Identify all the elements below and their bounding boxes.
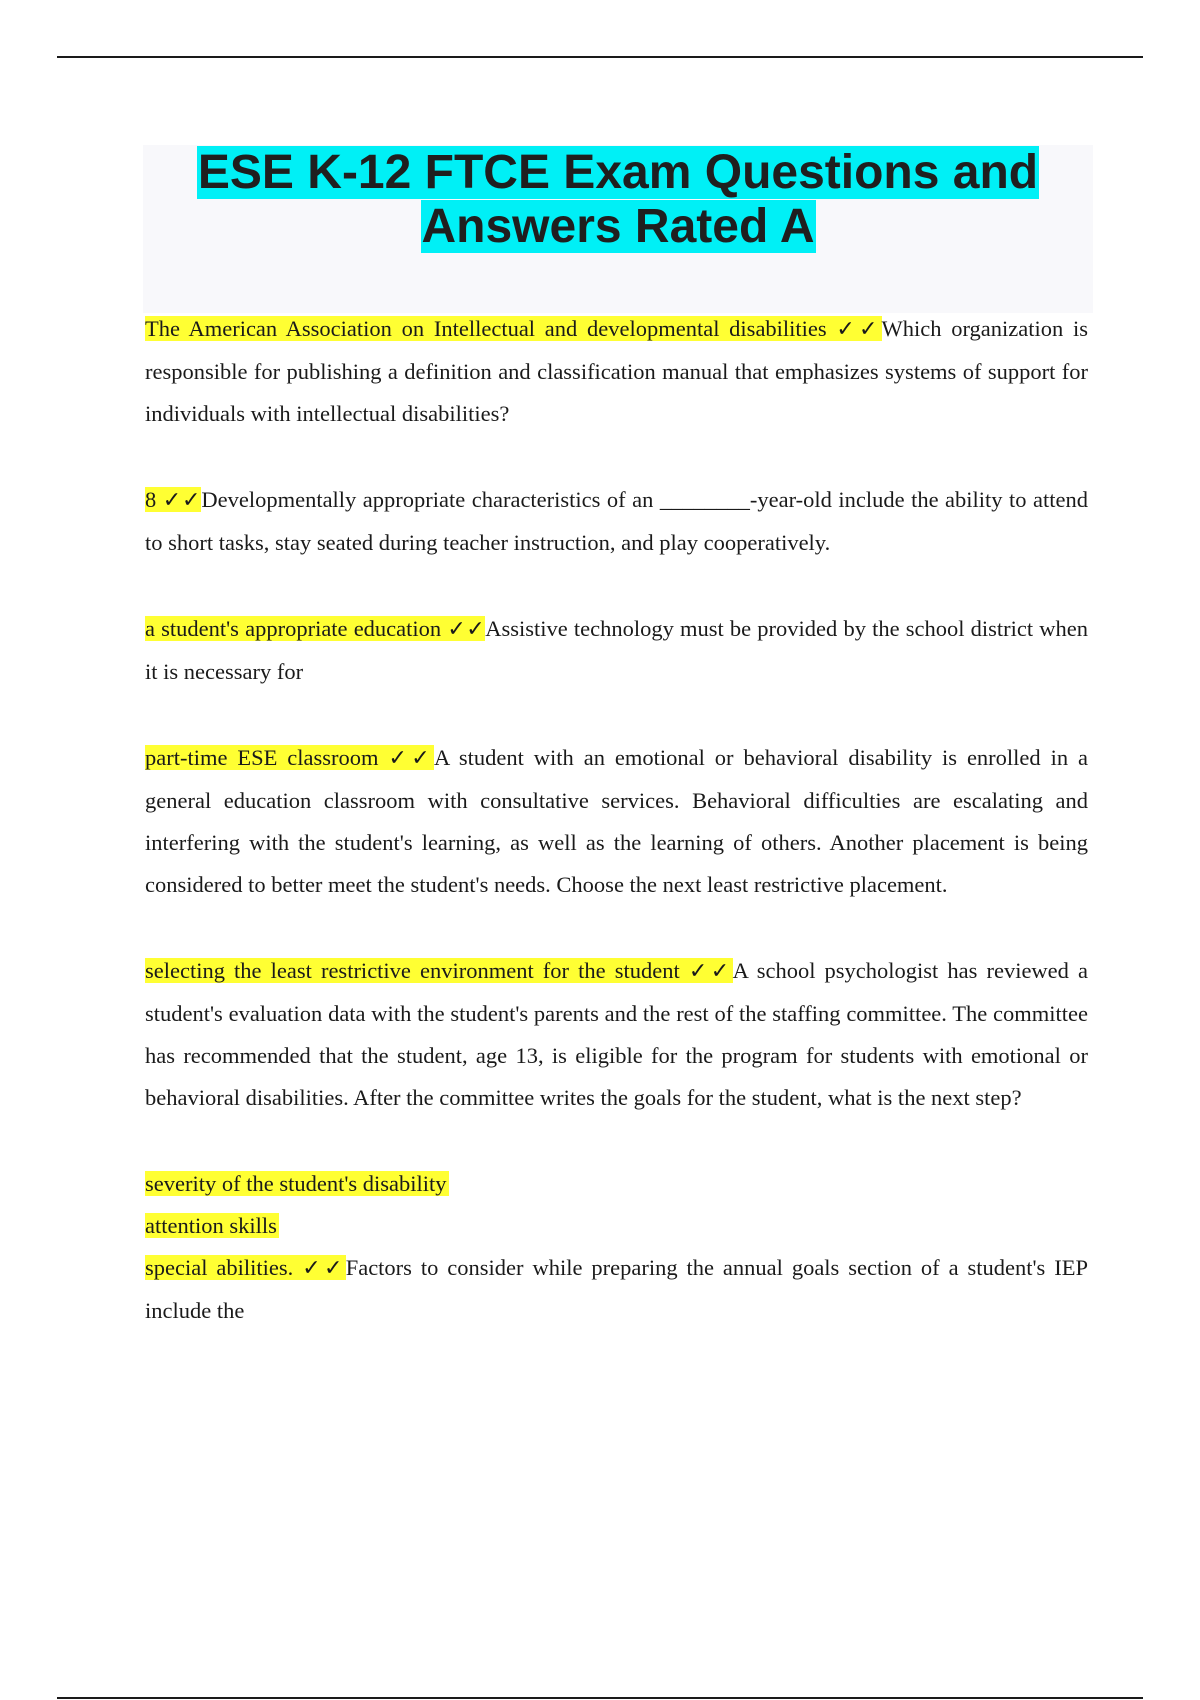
answer-highlight [145,316,882,341]
check-icon: ✓✓ [162,488,202,513]
footer-rule [57,1697,1143,1699]
question-text: A school psychologist has reviewed a student's evaluation data with the student's parents and the rest of the staffing committee. The committee has recommended that the student, age 13, is eligible for the program for students with emotional or behavioral disabilities. After the committee writes the goals for the student, what is the next step? [145,958,1088,1110]
question-text: Which organization is responsible for publishing a definition and classification manual that emphasizes systems of support for individuals with intellectual disabilities? [145,316,1088,426]
question-text: Assistive technology must be provided by the school district when it is necessary for [145,616,1089,684]
answer-text: part-time ESE classroom [145,745,379,770]
check-icon: ✓✓ [388,746,434,771]
question-text: Factors to consider while preparing the annual goals section of a student's IEP include the [145,1255,1088,1323]
answer-highlight [145,745,434,770]
header-rule [57,56,1143,58]
check-icon: ✓✓ [447,617,486,642]
qa-item-1 [145,308,1088,435]
check-icon: ✓✓ [836,317,882,342]
title-line-2: Answers Rated A [421,200,815,253]
page-title [143,146,1093,254]
question-text: Developmentally appropriate characteristics of an ________-year-old include the ability to attend to short tasks, stay seated during teacher instruction, and play cooperatively. [145,487,1089,555]
answer-highlight [145,616,485,641]
answer-text: selecting the least restrictive environment for the student [145,958,680,983]
title-line-1: ESE K-12 FTCE Exam Questions and [197,146,1039,199]
check-icon: ✓✓ [302,1256,346,1281]
answer-highlight [145,958,733,983]
answer-text: special abilities. [145,1255,294,1280]
qa-item-6 [145,1163,1088,1332]
question-text: A student with an emotional or behavioral disability is enrolled in a general education classroom with consultative services. Behavioral difficulties are escalating and interfering with the student's learning, as well as the learning of others. Another placement is being considered to better meet the student's needs. Choose the next least restrictive placement. [145,745,1088,897]
qa-content [145,308,1088,1376]
answer-line-1 [145,1163,1088,1205]
answer-text: The American Association on Intellectual and developmental disabilities [145,316,827,341]
answer-highlight [145,487,201,512]
qa-item-5 [145,950,1088,1119]
answer-highlight: severity of the student's disability [145,1171,447,1196]
qa-item-3 [145,608,1088,693]
qa-item-2 [145,479,1088,564]
answer-line-2 [145,1205,1088,1247]
answer-highlight: attention skills [145,1213,277,1238]
answer-highlight [145,1255,346,1280]
qa-item-4 [145,737,1088,906]
answer-text: 8 [145,487,157,512]
answer-text: a student's appropriate education [145,616,442,641]
check-icon: ✓✓ [688,959,733,984]
